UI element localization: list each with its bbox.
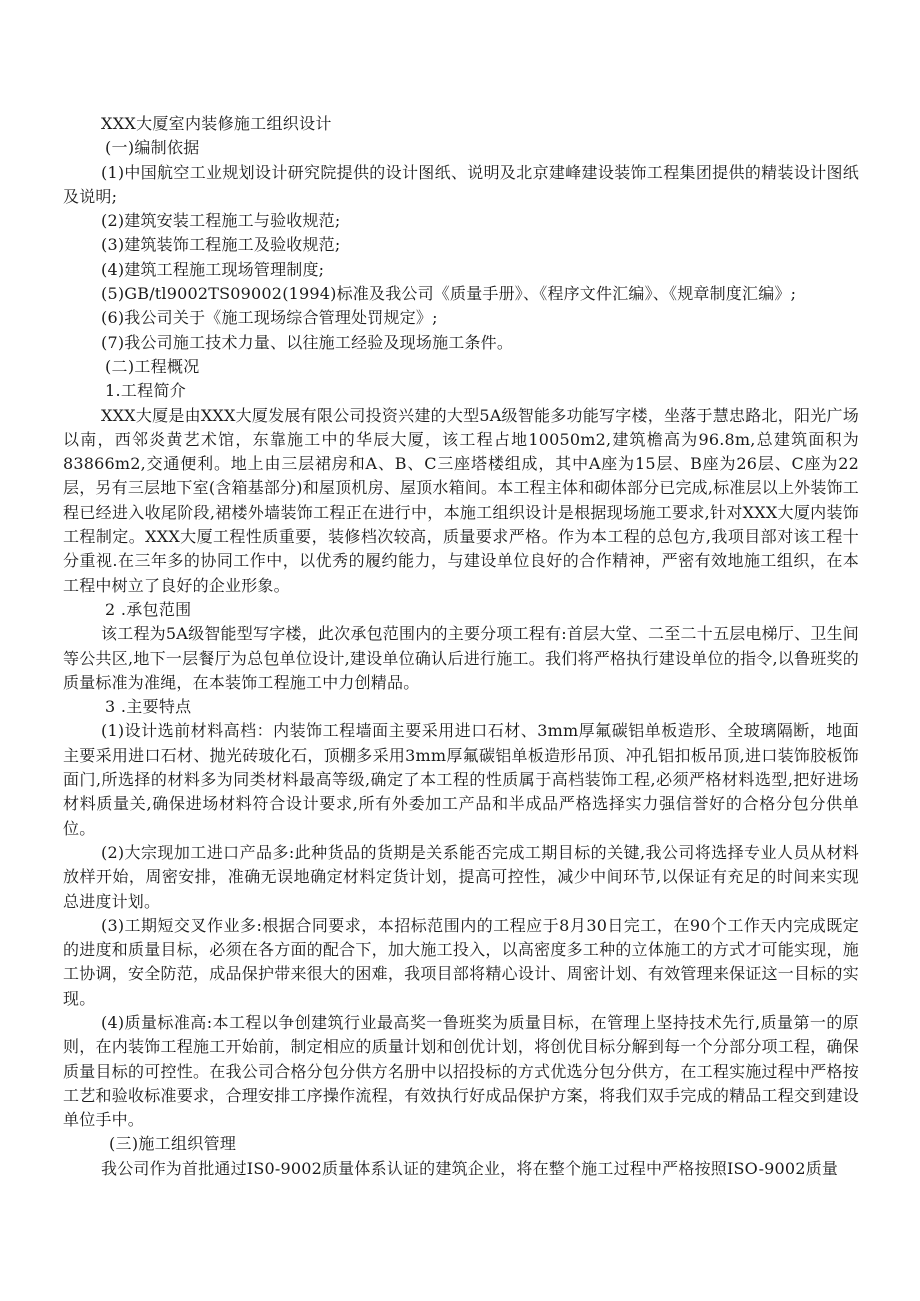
subheading-features: 3 .主要特点 (105, 697, 192, 717)
section-heading-management: (三)施工组织管理 (109, 1134, 237, 1154)
section-heading-overview: (二)工程概况 (105, 356, 200, 376)
section-heading-basis: (一)编制依据 (105, 138, 200, 158)
paragraph-management: 我公司作为首批通过IS0-9002质量体系认证的建筑企业，将在整个施工过程中严格按照ISO-9002质量 (101, 1158, 839, 1178)
document-page (63, 112, 859, 1181)
basis-item-2: (2)建筑安装工程施工与验收规范; (101, 211, 341, 231)
feature-item-1: (1)设计选前材料高档：内装饰工程墙面主要采用进口石材、3mm厚氟碳铝单板造形、全玻璃隔断，地面主要采用进口石材、抛光砖玻化石，顶棚多采用3mm厚氟碳铝单板造形吊顶、冲孔铝扣板吊顶,进口装饰胶板饰面门,所选择的材料多为同类材料最高等级,确定了本工程的性质属于高档装饰工程,必须严格材料选型,把好进场材料质量关,确保进场材料符合设计要求,所有外委加工产品和半成品严格选择实力强信誉好的合格分包分供单位。 (63, 721, 859, 838)
basis-item-5: (5)GB/tl9002TS09002(1994)标准及我公司《质量手册》、《程序文件汇编》、《规章制度汇编》; (101, 284, 797, 304)
feature-item-4: (4)质量标准高:本工程以争创建筑行业最高奖一鲁班奖为质量目标，在管理上坚持技术先行,质量第一的原则，在内装饰工程施工开始前，制定相应的质量计划和创优计划，将创优目标分解到每一个分部分项工程，确保质量目标的可控性。在我公司合格分包分供方名册中以招投标的方式优选分包分供方，在工程实施过程中严格按工艺和验收标准要求，合理安排工序操作流程，有效执行好成品保护方案，将我们双手完成的精品工程交到建设单位手中。 (63, 1012, 859, 1130)
feature-item-3: (3)工期短交叉作业多:根据合同要求，本招标范围内的工程应于8月30日完工，在90个工作天内完成既定的进度和质量目标，必须在各方面的配合下，加大施工投入，以高密度多工种的立体施工的方式才可能实现，施工协调，安全防范，成品保护带来很大的困难，我项目部将精心设计、周密计划、有效管理来保证这一目标的实现。 (63, 915, 859, 1008)
feature-item-2: (2)大宗现加工进口产品多:此种货品的货期是关系能否完成工期目标的关键,我公司将选择专业人员从材料放样开始，周密安排，准确无误地确定材料定货计划，提高可控性，减少中间环节,以保证有充足的时间来实现总进度计划。 (63, 842, 859, 911)
basis-item-4: (4)建筑工程施工现场管理制度; (101, 259, 325, 279)
subheading-scope: 2 .承包范围 (105, 599, 192, 619)
paragraph-introduction: XXX大厦是由XXX大厦发展有限公司投资兴建的大型5A级智能多功能写字楼，坐落于慧忠路北，阳光广场以南，西邻炎黄艺术馆，东靠施工中的华辰大厦，该工程占地10050m2,建筑檐高为96.8m,总建筑面积为83866m2,交通便利。地上由三层裙房和A、B、C三座塔楼组成，其中A座为15层、B座为26层、C座为22层，另有三层地下室(含箱基部分)和屋顶机房、屋顶水箱间。本工程主体和砌体部分已完成,标准层以上外装饰工程已经进入收尾阶段,裙楼外墙装饰工程正在进行中，本施工组织设计是根据现场施工要求,针对XXX大厦内装饰工程制定。XXX大厦工程性质重要，装修档次较高，质量要求严格。作为本工程的总包方,我项目部对该工程十分重视.在三年多的协同工作中，以优秀的履约能力，与建设单位良好的合作精神，严密有效地施工组织，在本工程中树立了良好的企业形象。 (63, 405, 859, 595)
subheading-introduction: 1.工程简介 (105, 381, 187, 401)
basis-item-3: (3)建筑装饰工程施工及验收规范; (101, 235, 341, 255)
basis-item-1: (1)中国航空工业规划设计研究院提供的设计图纸、说明及北京建峰建设装饰工程集团提供的精装设计图纸及说明; (63, 162, 859, 206)
paragraph-scope: 该工程为5A级智能型写字楼，此次承包范围内的主要分项工程有:首层大堂、二至二十五层电梯厅、卫生间等公共区,地下一层餐厅为总包单位设计,建设单位确认后进行施工。我们将严格执行建设单位的指令,以鲁班奖的质量标准为准绳，在本装饰工程施工中力创精品。 (63, 624, 859, 692)
basis-item-6: (6)我公司关于《施工现场综合管理处罚规定》; (101, 308, 438, 328)
document-title: XXX大厦室内装修施工组织设计 (101, 114, 332, 133)
basis-item-7: (7)我公司施工技术力量、以往施工经验及现场施工条件。 (101, 332, 514, 352)
